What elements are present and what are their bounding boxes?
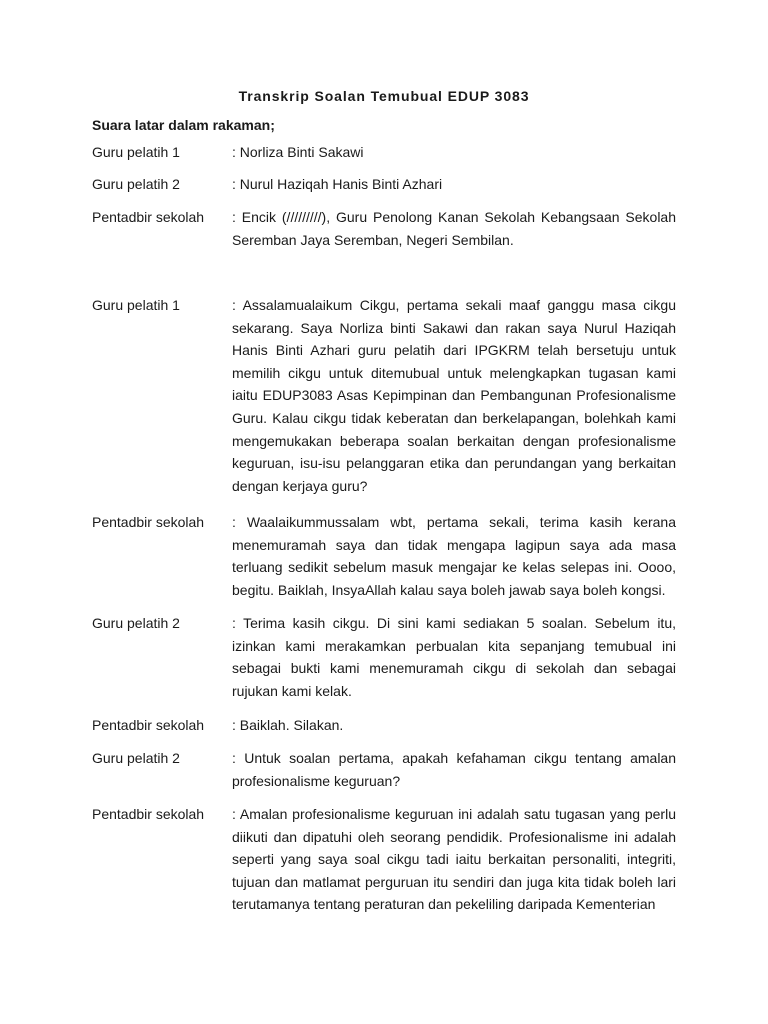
dialogue-entry — [92, 747, 676, 792]
speaker-label: Pentadbir sekolah — [92, 717, 205, 733]
participant-entry — [92, 206, 676, 251]
dialogue-entry — [92, 612, 676, 702]
dialogue-entry — [92, 714, 676, 737]
speaker-label: Guru pelatih 1 — [92, 297, 180, 313]
document-subtitle: Suara latar dalam rakaman; — [92, 117, 275, 133]
speaker-label: Guru pelatih 2 — [92, 176, 180, 192]
speaker-text: : Waalaikummussalam wbt, pertama sekali, terima kasih kerana menemuramah saya dan tidak mengapa lagipun saya ada masa terluang sedikit sebelum masuk mengajar ke kelas selepas ini. Oooo, begitu. Baiklah, InsyaAllah kalau saya boleh jawab saya boleh kongsi. — [232, 514, 676, 598]
speaker-text: : Norliza Binti Sakawi — [232, 144, 364, 160]
dialogue-entry — [92, 294, 676, 497]
speaker-label: Pentadbir sekolah — [92, 806, 205, 822]
speaker-text: : Baiklah. Silakan. — [232, 717, 344, 733]
dialogue-entry — [92, 511, 676, 601]
participant-entry — [92, 173, 676, 196]
speaker-text: : Assalamualaikum Cikgu, pertama sekali maaf ganggu masa cikgu sekarang. Saya Norliza binti Sakawi dan rakan saya Nurul Haziqah Hanis Binti Azhari guru pelatih dari IPGKRM telah bersetuju untuk memilih cikgu untuk ditemubual untuk melengkapkan tugasan kami iaitu EDUP3083 Asas Kepimpinan dan Pembangunan Profesionalisme Guru. Kalau cikgu tidak keberatan dan berkelapangan, bolehkah kami mengemukakan beberapa soalan berkaitan dengan profesionalisme keguruan, isu-isu pelanggaran etika dan perundangan yang berkaitan dengan kerjaya guru? — [232, 297, 676, 494]
speaker-text: : Encik (/////////), Guru Penolong Kanan Sekolah Kebangsaan Sekolah Seremban Jaya Seremban, Negeri Sembilan. — [232, 209, 676, 248]
speaker-label: Pentadbir sekolah — [92, 209, 205, 225]
document-title: Transkrip Soalan Temubual EDUP 3083 — [238, 88, 530, 104]
speaker-label: Guru pelatih 1 — [92, 144, 180, 160]
speaker-label: Pentadbir sekolah — [92, 514, 205, 530]
participant-entry — [92, 141, 676, 164]
dialogue-entry — [92, 803, 676, 916]
speaker-text: : Terima kasih cikgu. Di sini kami sediakan 5 soalan. Sebelum itu, izinkan kami merakamkan perbualan kita sepanjang temubual ini sebagai bukti kami menemuramah cikgu di sekolah dan sebagai rujukan kami kelak. — [232, 615, 676, 699]
speaker-label: Guru pelatih 2 — [92, 750, 180, 766]
speaker-text: : Amalan profesionalisme keguruan ini adalah satu tugasan yang perlu diikuti dan dipatuhi oleh seorang pendidik. Profesionalisme ini adalah seperti yang saya soal cikgu tadi iaitu berkaitan personaliti, integriti, tujuan dan matlamat perguruan itu sendiri dan juga kita tidak boleh lari terutamanya tentang peraturan dan pekeliling daripada Kementerian — [232, 806, 676, 913]
speaker-text: : Untuk soalan pertama, apakah kefahaman cikgu tentang amalan profesionalisme keguruan? — [232, 750, 676, 789]
speaker-label: Guru pelatih 2 — [92, 615, 180, 631]
speaker-text: : Nurul Haziqah Hanis Binti Azhari — [232, 176, 443, 192]
